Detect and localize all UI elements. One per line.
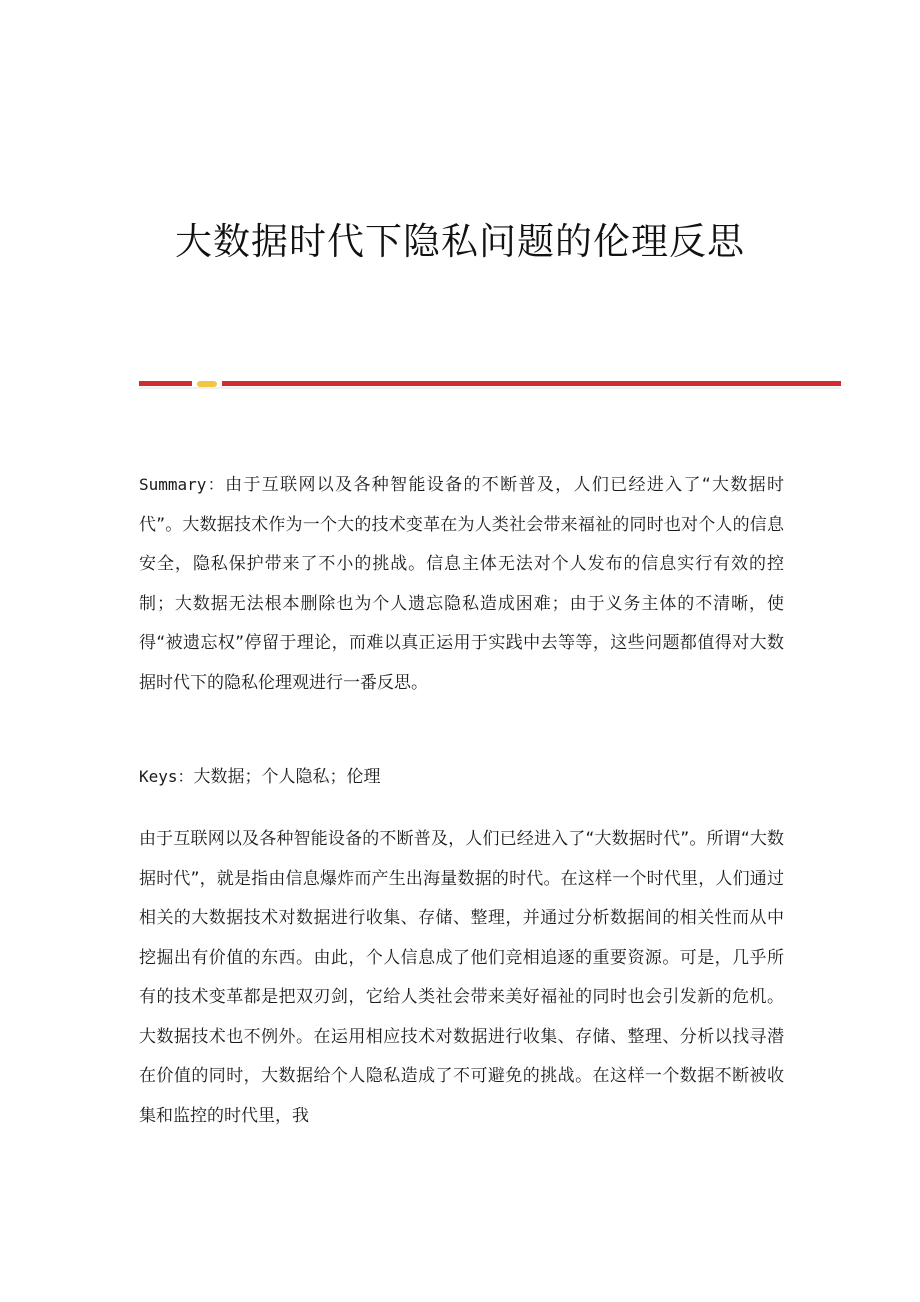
body-paragraph: 由于互联网以及各种智能设备的不断普及，人们已经进入了“大数据时代”。所谓“大数据时代”，就是指由信息爆炸而产生出海量数据的时代。在这样一个时代里，人们通过相关的大数据技术对数据进行收集、存储、整理，并通过分析数据间的相关性而从中挖掘出有价值的东西。由此，个人信息成了他们竞相追逐的重要资源。可是，几乎所有的技术变革都是把双刃剑，它给人类社会带来美好福祉的同时也会引发新的危机。大数据技术也不例外。在运用相应技术对数据进行收集、存储、整理、分析以找寻潜在价值的同时，大数据给个人隐私造成了不可避免的挑战。在这样一个数据不断被收集和监控的时代里，我 [139, 829, 784, 1126]
keys-section [139, 757, 784, 798]
summary-section [139, 465, 784, 703]
summary-text: 由于互联网以及各种智能设备的不断普及，人们已经进入了“大数据时代”。大数据技术作为一个大的技术变革在为人类社会带来福祉的同时也对个人的信息安全，隐私保护带来了不小的挑战。信息主体无法对个人发布的信息实行有效的控制；大数据无法根本删除也为个人遗忘隐私造成困难；由于义务主体的不清晰，使得“被遗忘权”停留于理论，而难以真正运用于实践中去等等，这些问题都值得对大数据时代下的隐私伦理观进行一番反思。 [139, 475, 784, 693]
document-title: 大数据时代下隐私问题的伦理反思 [175, 220, 745, 263]
title-divider-left [139, 381, 192, 386]
summary-label: Summary： [139, 475, 226, 494]
divider-shadow [139, 387, 841, 389]
keys-text: 大数据；个人隐私；伦理 [193, 767, 381, 787]
summary-paragraph [139, 465, 784, 703]
keys-paragraph [139, 757, 784, 798]
body-section [139, 820, 784, 1136]
title-divider-right [222, 381, 841, 386]
keys-label: Keys： [139, 767, 194, 786]
